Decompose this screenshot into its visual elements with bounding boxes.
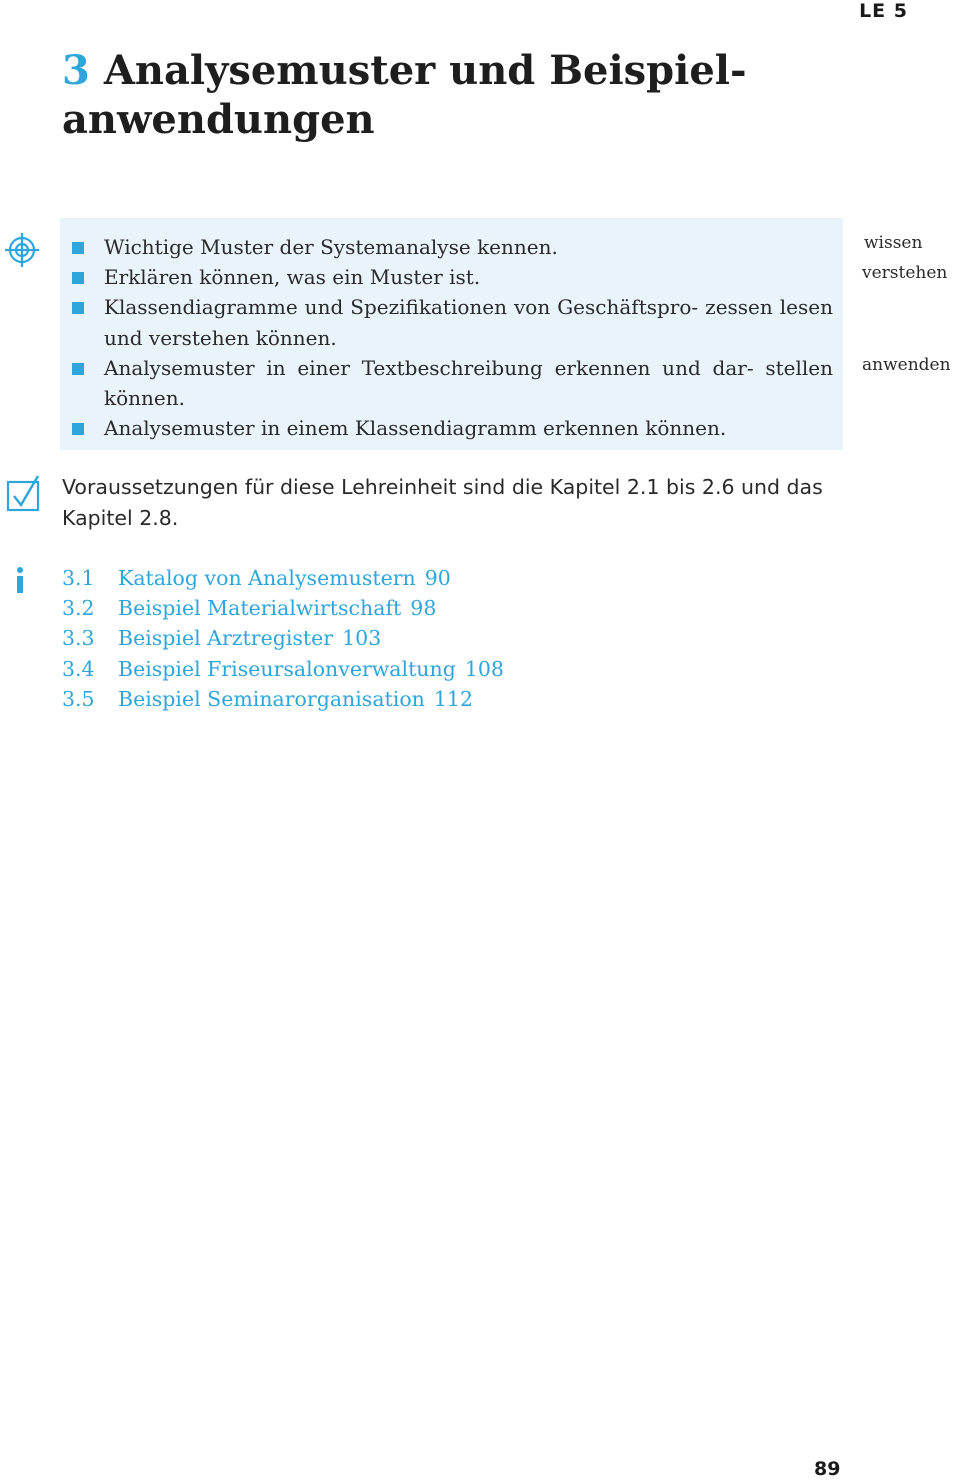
contents-list bbox=[62, 563, 504, 714]
bullet-square-icon bbox=[72, 363, 84, 375]
section-page: 98 bbox=[410, 596, 437, 621]
section-number: 3.2 bbox=[62, 596, 95, 621]
chapter-number: 3 bbox=[62, 47, 90, 94]
objective-item: Klassendiagramme und Spezifikationen von Geschäftspro- zessen lesen und verstehen können. bbox=[60, 292, 843, 352]
section-page: 108 bbox=[464, 656, 504, 681]
section-number: 3.1 bbox=[62, 566, 95, 590]
level-label-verstehen: verstehen bbox=[862, 263, 948, 283]
bullet-square-icon bbox=[72, 272, 84, 284]
page-number: 89 bbox=[814, 1458, 841, 1480]
bullet-square-icon bbox=[72, 242, 84, 254]
chapter-title bbox=[62, 46, 862, 144]
section-title: Beispiel Seminarorganisation bbox=[118, 686, 425, 711]
contents-item[interactable] bbox=[62, 563, 504, 593]
level-label-wissen: wissen bbox=[864, 233, 923, 253]
checkbox-icon bbox=[6, 474, 42, 518]
objective-item: Wichtige Muster der Systemanalyse kennen. bbox=[60, 232, 843, 262]
objective-item: Erklären können, was ein Muster ist. bbox=[60, 262, 843, 292]
bullet-square-icon bbox=[72, 423, 84, 435]
info-icon bbox=[12, 566, 28, 600]
bullet-square-icon bbox=[72, 302, 84, 314]
section-page: 112 bbox=[433, 686, 474, 711]
section-title: Beispiel Friseursalonverwaltung bbox=[118, 656, 456, 681]
contents-item[interactable] bbox=[62, 654, 504, 684]
running-head: LE 5 bbox=[859, 0, 908, 22]
chapter-title-line2: anwendungen bbox=[62, 96, 375, 143]
prerequisites-text: Voraussetzungen für diese Lehreinheit sind die Kapitel 2.1 bis 2.6 und das Kapitel 2.8. bbox=[62, 475, 823, 530]
level-label-anwenden: anwenden bbox=[862, 355, 951, 375]
target-icon bbox=[4, 232, 40, 272]
objectives-list bbox=[60, 218, 843, 443]
section-title: Katalog von Analysemustern bbox=[118, 566, 416, 590]
objective-item: Analysemuster in einem Klassendiagramm erkennen können. bbox=[60, 413, 843, 443]
section-title: Beispiel Materialwirtschaft bbox=[118, 596, 402, 621]
contents-item[interactable] bbox=[62, 593, 504, 623]
section-title: Beispiel Arztregister bbox=[118, 626, 334, 651]
section-number: 3.3 bbox=[62, 626, 95, 651]
section-number: 3.4 bbox=[62, 656, 95, 681]
objective-item: Analysemuster in einer Textbeschreibung erkennen und dar- stellen können. bbox=[60, 353, 843, 413]
section-page: 90 bbox=[424, 566, 451, 590]
section-number: 3.5 bbox=[62, 686, 95, 711]
section-page: 103 bbox=[342, 626, 382, 651]
contents-item[interactable] bbox=[62, 623, 504, 653]
contents-item[interactable] bbox=[62, 684, 504, 714]
chapter-title-line1: Analysemuster und Beispiel- bbox=[103, 47, 747, 94]
learning-objectives-box bbox=[60, 218, 843, 450]
